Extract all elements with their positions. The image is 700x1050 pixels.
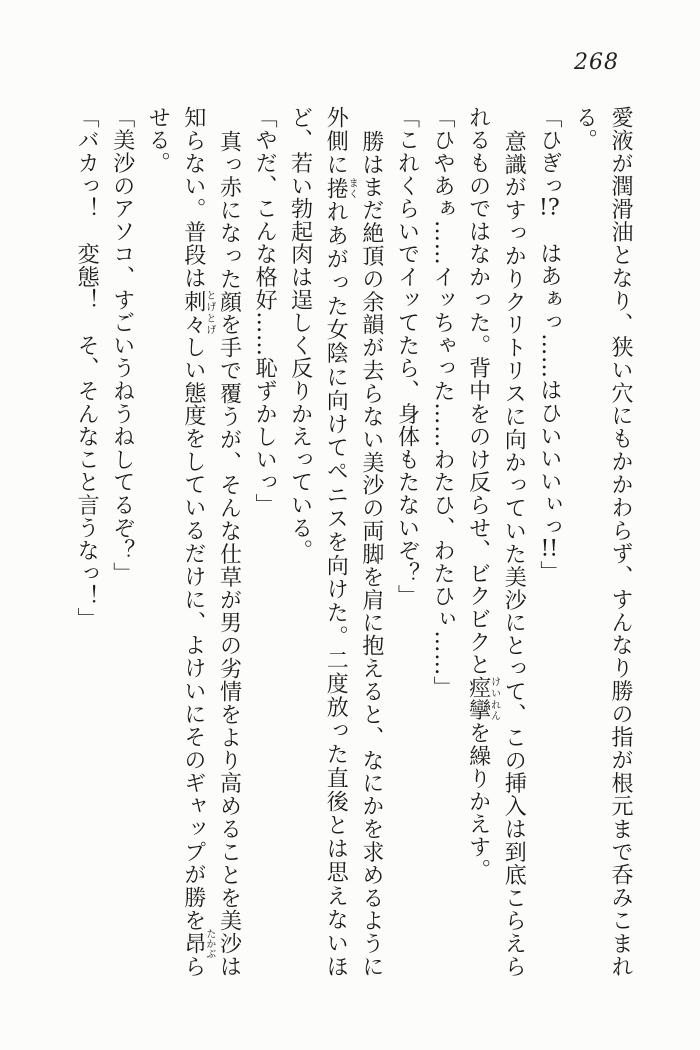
text-body — [69, 106, 639, 978]
tate-chu-yoko: !? — [538, 197, 560, 220]
paragraph-9: 「美沙のアソコ、すごいうねうねしてるぞ？」 — [109, 106, 135, 585]
furigana: まく — [346, 176, 358, 200]
ruby-annotated-word: 刺々とげとげ — [180, 289, 215, 336]
furigana: けいれん — [488, 676, 500, 722]
ruby-annotated-word: 痙攣けいれん — [465, 676, 500, 722]
paragraph-3: 意識がすっかりクリトリスに向かっていた美沙にとって、この挿入は到底こらえられるものではなかった。背中をのけ反らせ、ビクビクと痙攣けいれんを繰りかえす。 — [465, 106, 527, 978]
paragraph-2: 「ひぎっ!? はあぁっ……はひいいいぃっ!!」 — [536, 106, 562, 584]
paragraph-7: 「やだ、こんな格好……恥ずかしいっ」 — [252, 106, 278, 517]
paragraph-5: 「これくらいでイッてたら、身体もたないぞ？」 — [394, 106, 420, 608]
paragraph-1: 愛液が潤滑油となり、狭い穴にもかかわらず、すんなり勝の指が根元まで呑みこまれる。 — [572, 106, 633, 978]
page-number: 268 — [574, 50, 619, 75]
paragraph-8: 真っ赤になった顔を手で覆うが、そんな仕草が男の劣情をより高めることを美沙は知らない。普段は刺々とげとげしい態度をしているだけに、よけいにそのギャップが勝を昂たかぶらせる。 — [145, 106, 242, 978]
ruby-annotated-word: 昂たかぶ — [180, 928, 215, 959]
furigana: たかぶ — [203, 928, 215, 959]
ruby-annotated-word: 捲まく — [323, 176, 358, 201]
paragraph-6: 勝はまだ絶頂の余韻が去らない美沙の両脚を肩に抱えると、なにかを求めるように外側に捲まくれあがった女陰に向けてペニスを向けた。二度放った直後とは思えないほど、若い勃起肉は逞しく反りかえっている。 — [287, 106, 384, 978]
paragraph-4: 「ひやあぁ……イッちゃった……わたひ、わたひぃ……」 — [430, 106, 456, 699]
tate-chu-yoko: !! — [540, 538, 559, 561]
furigana: とげとげ — [203, 289, 215, 336]
paragraph-10: 「バカっ！ 変態！ そ、そんなこと言うなっ！」 — [74, 106, 100, 631]
